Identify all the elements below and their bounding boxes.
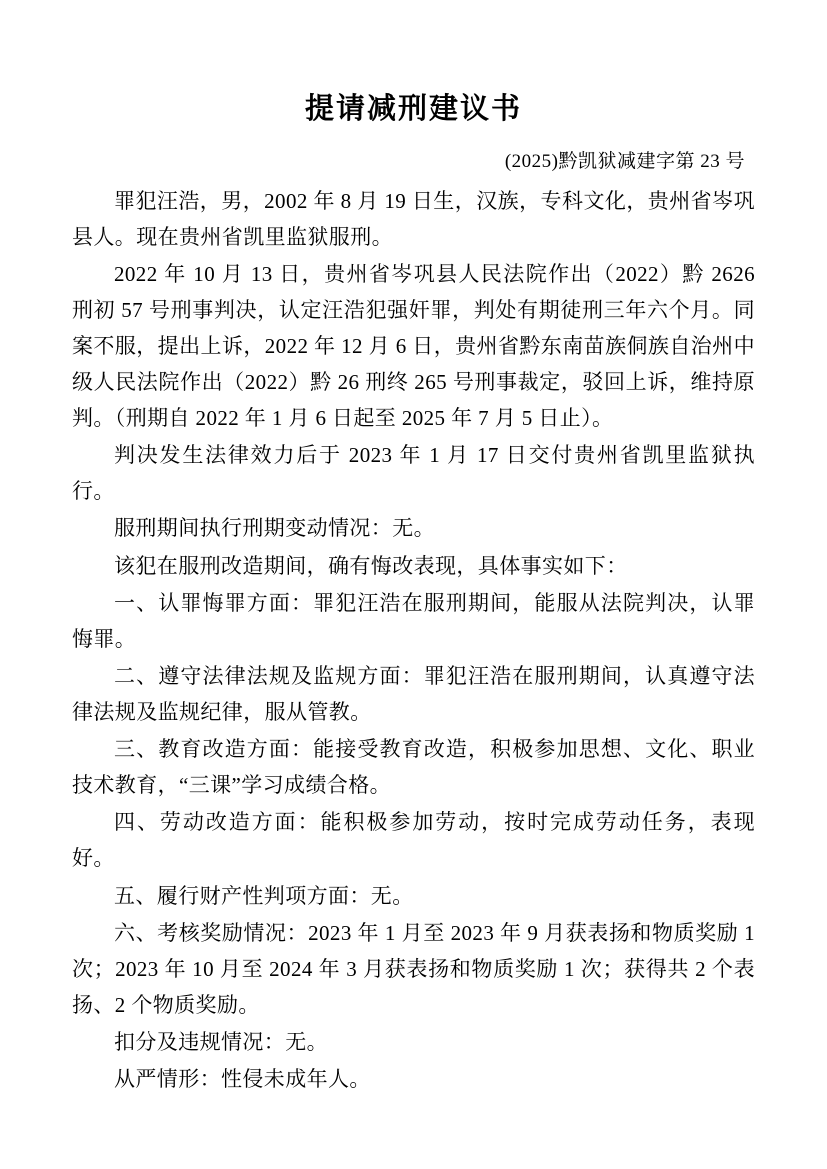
paragraph-item-two: 二、遵守法律法规及监规方面：罪犯汪浩在服刑期间，认真遵守法律法规及监规纪律，服从管教。 [72,663,755,725]
paragraph-judgment: 2022 年 10 月 13 日，贵州省岑巩县人民法院作出（2022）黔 2626 刑初 57 号刑事判决，认定汪浩犯强奸罪，判处有期徒刑三年六个月。同案不服，提出上诉，2022 年 12 月 6 日，贵州省黔东南苗族侗族自治州中级人民法院作出（2022）黔 26 刑终 265 号刑事裁定，驳回上诉，维持原判。（刑期自 2022 年 1 月 6 日起至 2025 年 7 月 5 日止）。 [72,261,755,431]
paragraph-item-three: 三、教育改造方面：能接受教育改造，积极参加思想、文化、职业技术教育，“三课”学习成绩合格。 [72,737,755,798]
paragraph-execution: 判决发生法律效力后于 2023 年 1 月 17 日交付贵州省凯里监狱执行。 [72,443,755,504]
page-title: 提请减刑建议书 [304,93,522,125]
paragraph-item-five: 五、履行财产性判项方面：无。 [114,883,414,908]
paragraph-repentance-intro: 该犯在服刑改造期间，确有悔改表现，具体事实如下： [114,553,628,578]
paragraph-deductions: 扣分及违规情况：无。 [114,1030,328,1055]
paragraph-item-four: 四、劳动改造方面：能积极参加劳动，按时完成劳动任务，表现好。 [72,810,755,871]
paragraph-offender-info: 罪犯汪浩，男，2002 年 8 月 19 日生，汉族，专科文化，贵州省岑巩县人。现在贵州省凯里监狱服刑。 [72,188,755,249]
paragraph-item-six: 六、考核奖励情况：2023 年 1 月至 2023 年 9 月获表扬和物质奖励 1 次；2023 年 10 月至 2024 年 3 月获表扬和物质奖励 1 次；获得共 2 个表扬、2 个物质奖励。 [72,920,755,1017]
paragraph-aggravating: 从严情形：性侵未成年人。 [114,1067,371,1092]
document-number: (2025)黔凯狱减建字第 23 号 [504,150,745,172]
paragraph-term-change: 服刑期间执行刑期变动情况：无。 [114,516,435,541]
paragraph-item-one: 一、认罪悔罪方面：罪犯汪浩在服刑期间，能服从法院判决，认罪悔罪。 [72,590,755,651]
